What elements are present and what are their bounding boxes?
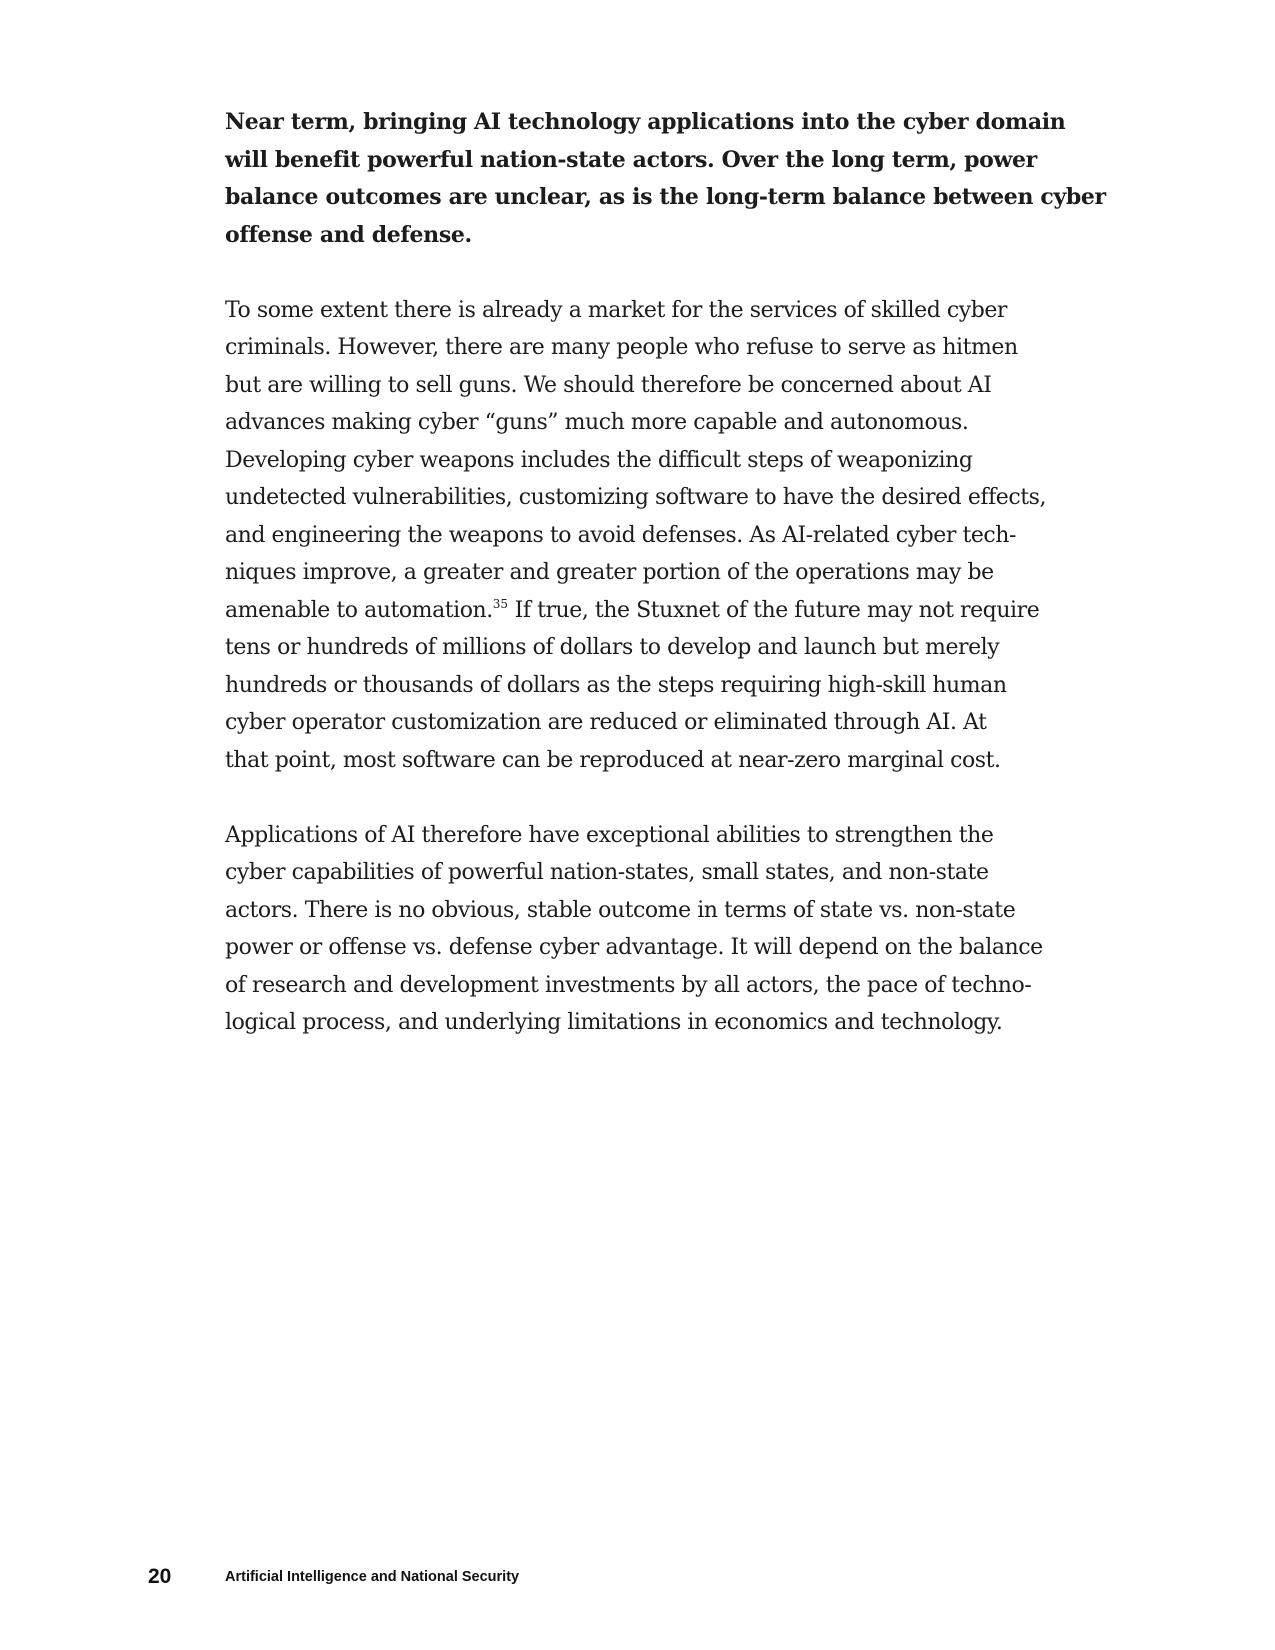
- body-paragraph-2: [225, 817, 1043, 1042]
- text-line: criminals. However, there are many people who refuse to serve as hitmen: [225, 335, 1018, 360]
- text-line: of research and development investments by all actors, the pace of techno-: [225, 972, 1032, 998]
- main-text: [225, 104, 1106, 1042]
- text-line: power or offense vs. defense cyber advantage. It will depend on the balance: [225, 935, 1043, 960]
- text-line: advances making cyber “guns” much more capable and autonomous.: [225, 410, 969, 435]
- text-line: tens or hundreds of millions of dollars to develop and launch but merely: [225, 635, 1000, 660]
- text-line: cyber capabilities of powerful nation-states, small states, and non-state: [225, 860, 989, 885]
- text-line: and engineering the weapons to avoid defenses. As AI-related cyber tech-: [225, 522, 1016, 548]
- text-line: will benefit powerful nation-state actors. Over the long term, power: [225, 146, 1037, 173]
- text-line: To some extent there is already a market for the services of skilled cyber: [225, 297, 1007, 323]
- lede-paragraph: [225, 104, 1106, 254]
- text-line: undetected vulnerabilities, customizing software to have the desired effects,: [225, 485, 1046, 510]
- footnote-reference[interactable]: 35: [492, 596, 509, 611]
- text-line: offense and defense.: [225, 221, 472, 248]
- paragraph-spacer: [225, 254, 985, 292]
- text-line: Developing cyber weapons includes the difficult steps of weaponizing: [225, 447, 973, 473]
- text-line: actors. There is no obvious, stable outcome in terms of state vs. non-state: [225, 897, 1016, 923]
- text-line: Applications of AI therefore have exceptional abilities to strengthen the: [225, 822, 994, 848]
- text-line-with-footnote: [225, 592, 1040, 630]
- page-footer: [0, 1562, 1275, 1592]
- text-line: but are willing to sell guns. We should therefore be concerned about AI: [225, 372, 992, 398]
- text-line: that point, most software can be reproduced at near-zero marginal cost.: [225, 747, 1001, 773]
- body-paragraph-1: [225, 292, 1046, 780]
- text-segment: amenable to automation.: [225, 597, 493, 623]
- paragraph-spacer: [225, 779, 985, 817]
- text-line: cyber operator customization are reduced or eliminated through AI. At: [225, 710, 987, 735]
- text-line: logical process, and underlying limitations in economics and technology.: [225, 1010, 1003, 1035]
- text-line: hundreds or thousands of dollars as the steps requiring high-skill human: [225, 672, 1007, 698]
- text-line: balance outcomes are unclear, as is the long-term balance between cyber: [225, 184, 1106, 210]
- text-line: Near term, bringing AI technology applications into the cyber domain: [225, 109, 1066, 135]
- running-title: Artificial Intelligence and National Security: [225, 1569, 520, 1585]
- text-line: niques improve, a greater and greater portion of the operations may be: [225, 560, 994, 585]
- text-segment: If true, the Stuxnet of the future may not require: [508, 597, 1040, 623]
- page-number: 20: [148, 1565, 172, 1588]
